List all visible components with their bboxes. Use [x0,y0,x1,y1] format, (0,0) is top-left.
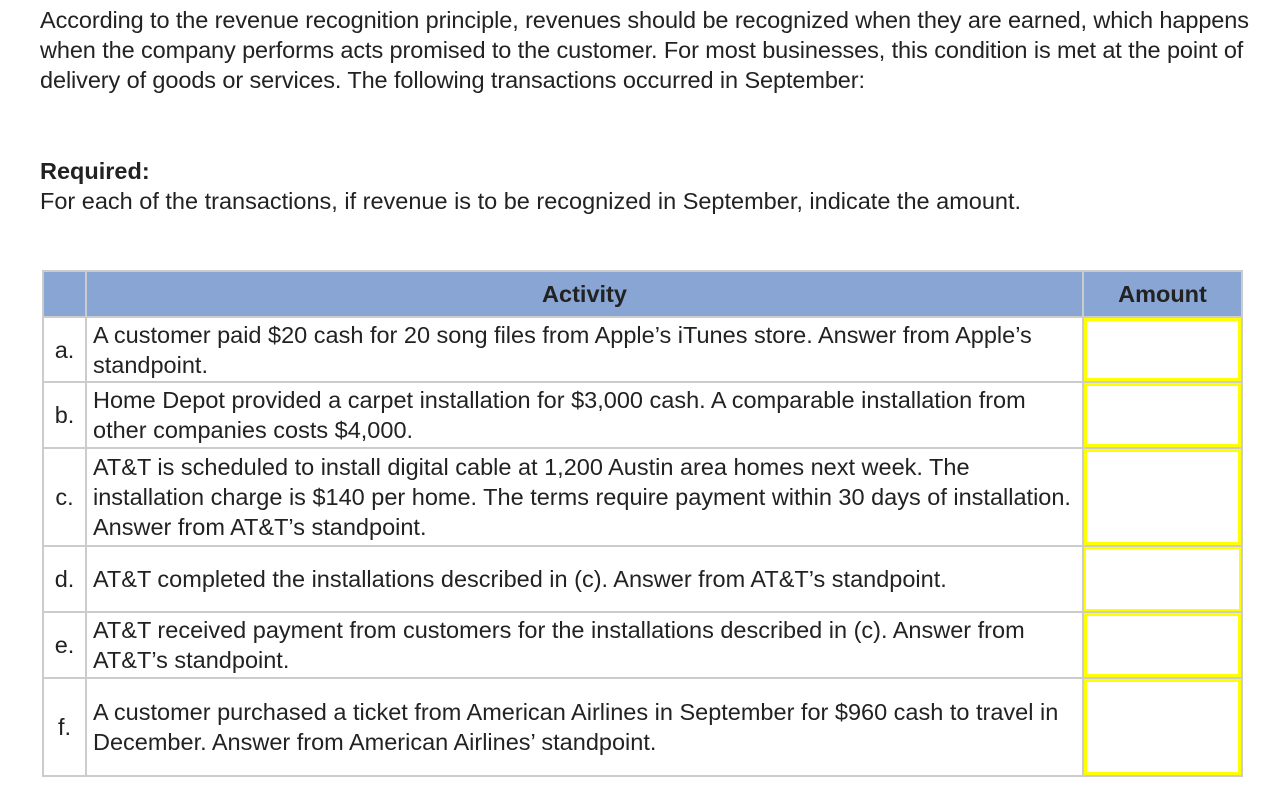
row-letter: d. [43,546,86,612]
row-letter: e. [43,612,86,678]
amount-input-b[interactable] [1084,383,1241,447]
table-row-c [43,448,1242,546]
header-activity: Activity [86,271,1083,317]
row-letter: c. [43,448,86,546]
row-activity: AT&T received payment from customers for the installations described in (c). Answer from AT&T’s standpoint. [86,612,1083,678]
required-heading: Required: [40,158,150,184]
amount-cell [1083,382,1242,448]
amount-input-d[interactable] [1084,547,1241,611]
table-row-e [43,612,1242,678]
transactions-table [42,270,1243,777]
intro-paragraph: According to the revenue recognition principle, revenues should be recognized when they are earned, which happens when the company performs acts promised to the customer. For most businesses, this condition is met at the point of delivery of goods or services. The following transactions occurred in September: [40,7,1249,93]
amount-cell [1083,546,1242,612]
table-row-a [43,317,1242,382]
table-row-f [43,678,1242,776]
amount-cell [1083,448,1242,546]
amount-input-c[interactable] [1084,449,1241,545]
row-activity: AT&T is scheduled to install digital cable at 1,200 Austin area homes next week. The installation charge is $140 per home. The terms require payment within 30 days of installation. Answer from AT&T’s standpoint. [86,448,1083,546]
table-row-d [43,546,1242,612]
amount-input-e[interactable] [1084,613,1241,677]
amount-input-a[interactable] [1084,318,1241,381]
row-activity: Home Depot provided a carpet installation for $3,000 cash. A comparable installation from other companies costs $4,000. [86,382,1083,448]
header-amount: Amount [1083,271,1242,317]
amount-cell [1083,678,1242,776]
row-activity: AT&T completed the installations described in (c). Answer from AT&T’s standpoint. [86,546,1083,612]
amount-cell [1083,317,1242,382]
row-letter: b. [43,382,86,448]
row-letter: f. [43,678,86,776]
row-activity: A customer paid $20 cash for 20 song files from Apple’s iTunes store. Answer from Apple’s standpoint. [86,317,1083,382]
header-letter [43,271,86,317]
required-instructions: For each of the transactions, if revenue is to be recognized in September, indicate the amount. [40,188,1022,214]
table-row-b [43,382,1242,448]
amount-cell [1083,612,1242,678]
row-activity: A customer purchased a ticket from American Airlines in September for $960 cash to travel in December. Answer from American Airlines’ standpoint. [86,678,1083,776]
row-letter: a. [43,317,86,382]
amount-input-f[interactable] [1084,679,1241,775]
table-header-row [43,271,1242,317]
